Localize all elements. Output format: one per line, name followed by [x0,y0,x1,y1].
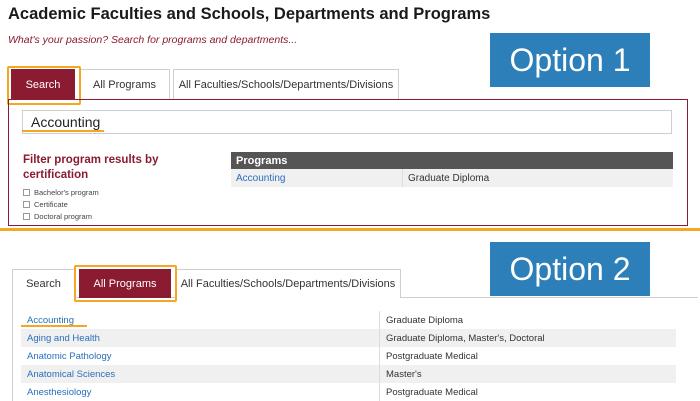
program-link[interactable]: Anatomic Pathology [21,347,380,365]
table-row [231,169,673,187]
search-input[interactable] [22,110,672,134]
accounting-underline [21,325,87,327]
program-credential: Postgraduate Medical [386,350,478,362]
tab-search[interactable]: Search [11,69,75,100]
filter-option-bachelors[interactable] [23,188,99,197]
program-link[interactable]: Accounting [231,169,403,187]
program-link[interactable]: Anesthesiology [21,383,380,401]
program-credential: Postgraduate Medical [386,386,478,398]
filter-option-label: Bachelor's program [34,188,99,197]
tab-all-programs[interactable]: All Programs [79,69,170,100]
list-row [21,383,676,401]
programs-list [21,311,676,401]
tab-all-programs[interactable]: All Programs [79,269,171,298]
program-credential: Graduate Diploma [386,314,464,326]
program-credential: Master's [386,368,422,380]
checkbox[interactable] [23,201,30,208]
page-title: Academic Faculties and Schools, Departments and Programs [8,5,491,23]
list-row [21,311,676,329]
filter-option-doctoral[interactable] [23,212,92,221]
page-tagline: What's your passion? Search for programs and departments... [8,34,298,46]
options-divider [0,228,700,231]
program-credential: Graduate Diploma, Master's, Doctoral [386,332,545,344]
program-link[interactable]: Aging and Health [21,329,380,347]
program-link[interactable]: Accounting [21,311,380,329]
search-value-underline [22,130,104,132]
tab-search[interactable]: Search [12,269,75,298]
filter-option-certificate[interactable] [23,200,68,209]
tab-faculties[interactable]: All Faculties/Schools/Departments/Divisions [175,269,401,298]
list-row [21,365,676,383]
filter-heading: Filter program results by certification [23,154,159,181]
filter-option-label: Doctoral program [34,212,92,221]
programs-table [231,152,673,187]
list-row [21,347,676,365]
option-2-badge: Option 2 [490,242,650,296]
list-row [21,329,676,347]
filter-option-label: Certificate [34,200,68,209]
program-link[interactable]: Anatomical Sciences [21,365,380,383]
programs-table-header: Programs [231,152,673,169]
checkbox[interactable] [23,189,30,196]
option-1-badge: Option 1 [490,33,650,87]
program-credential: Graduate Diploma [408,172,490,184]
tab-faculties[interactable]: All Faculties/Schools/Departments/Divisions [173,69,399,100]
checkbox[interactable] [23,213,30,220]
